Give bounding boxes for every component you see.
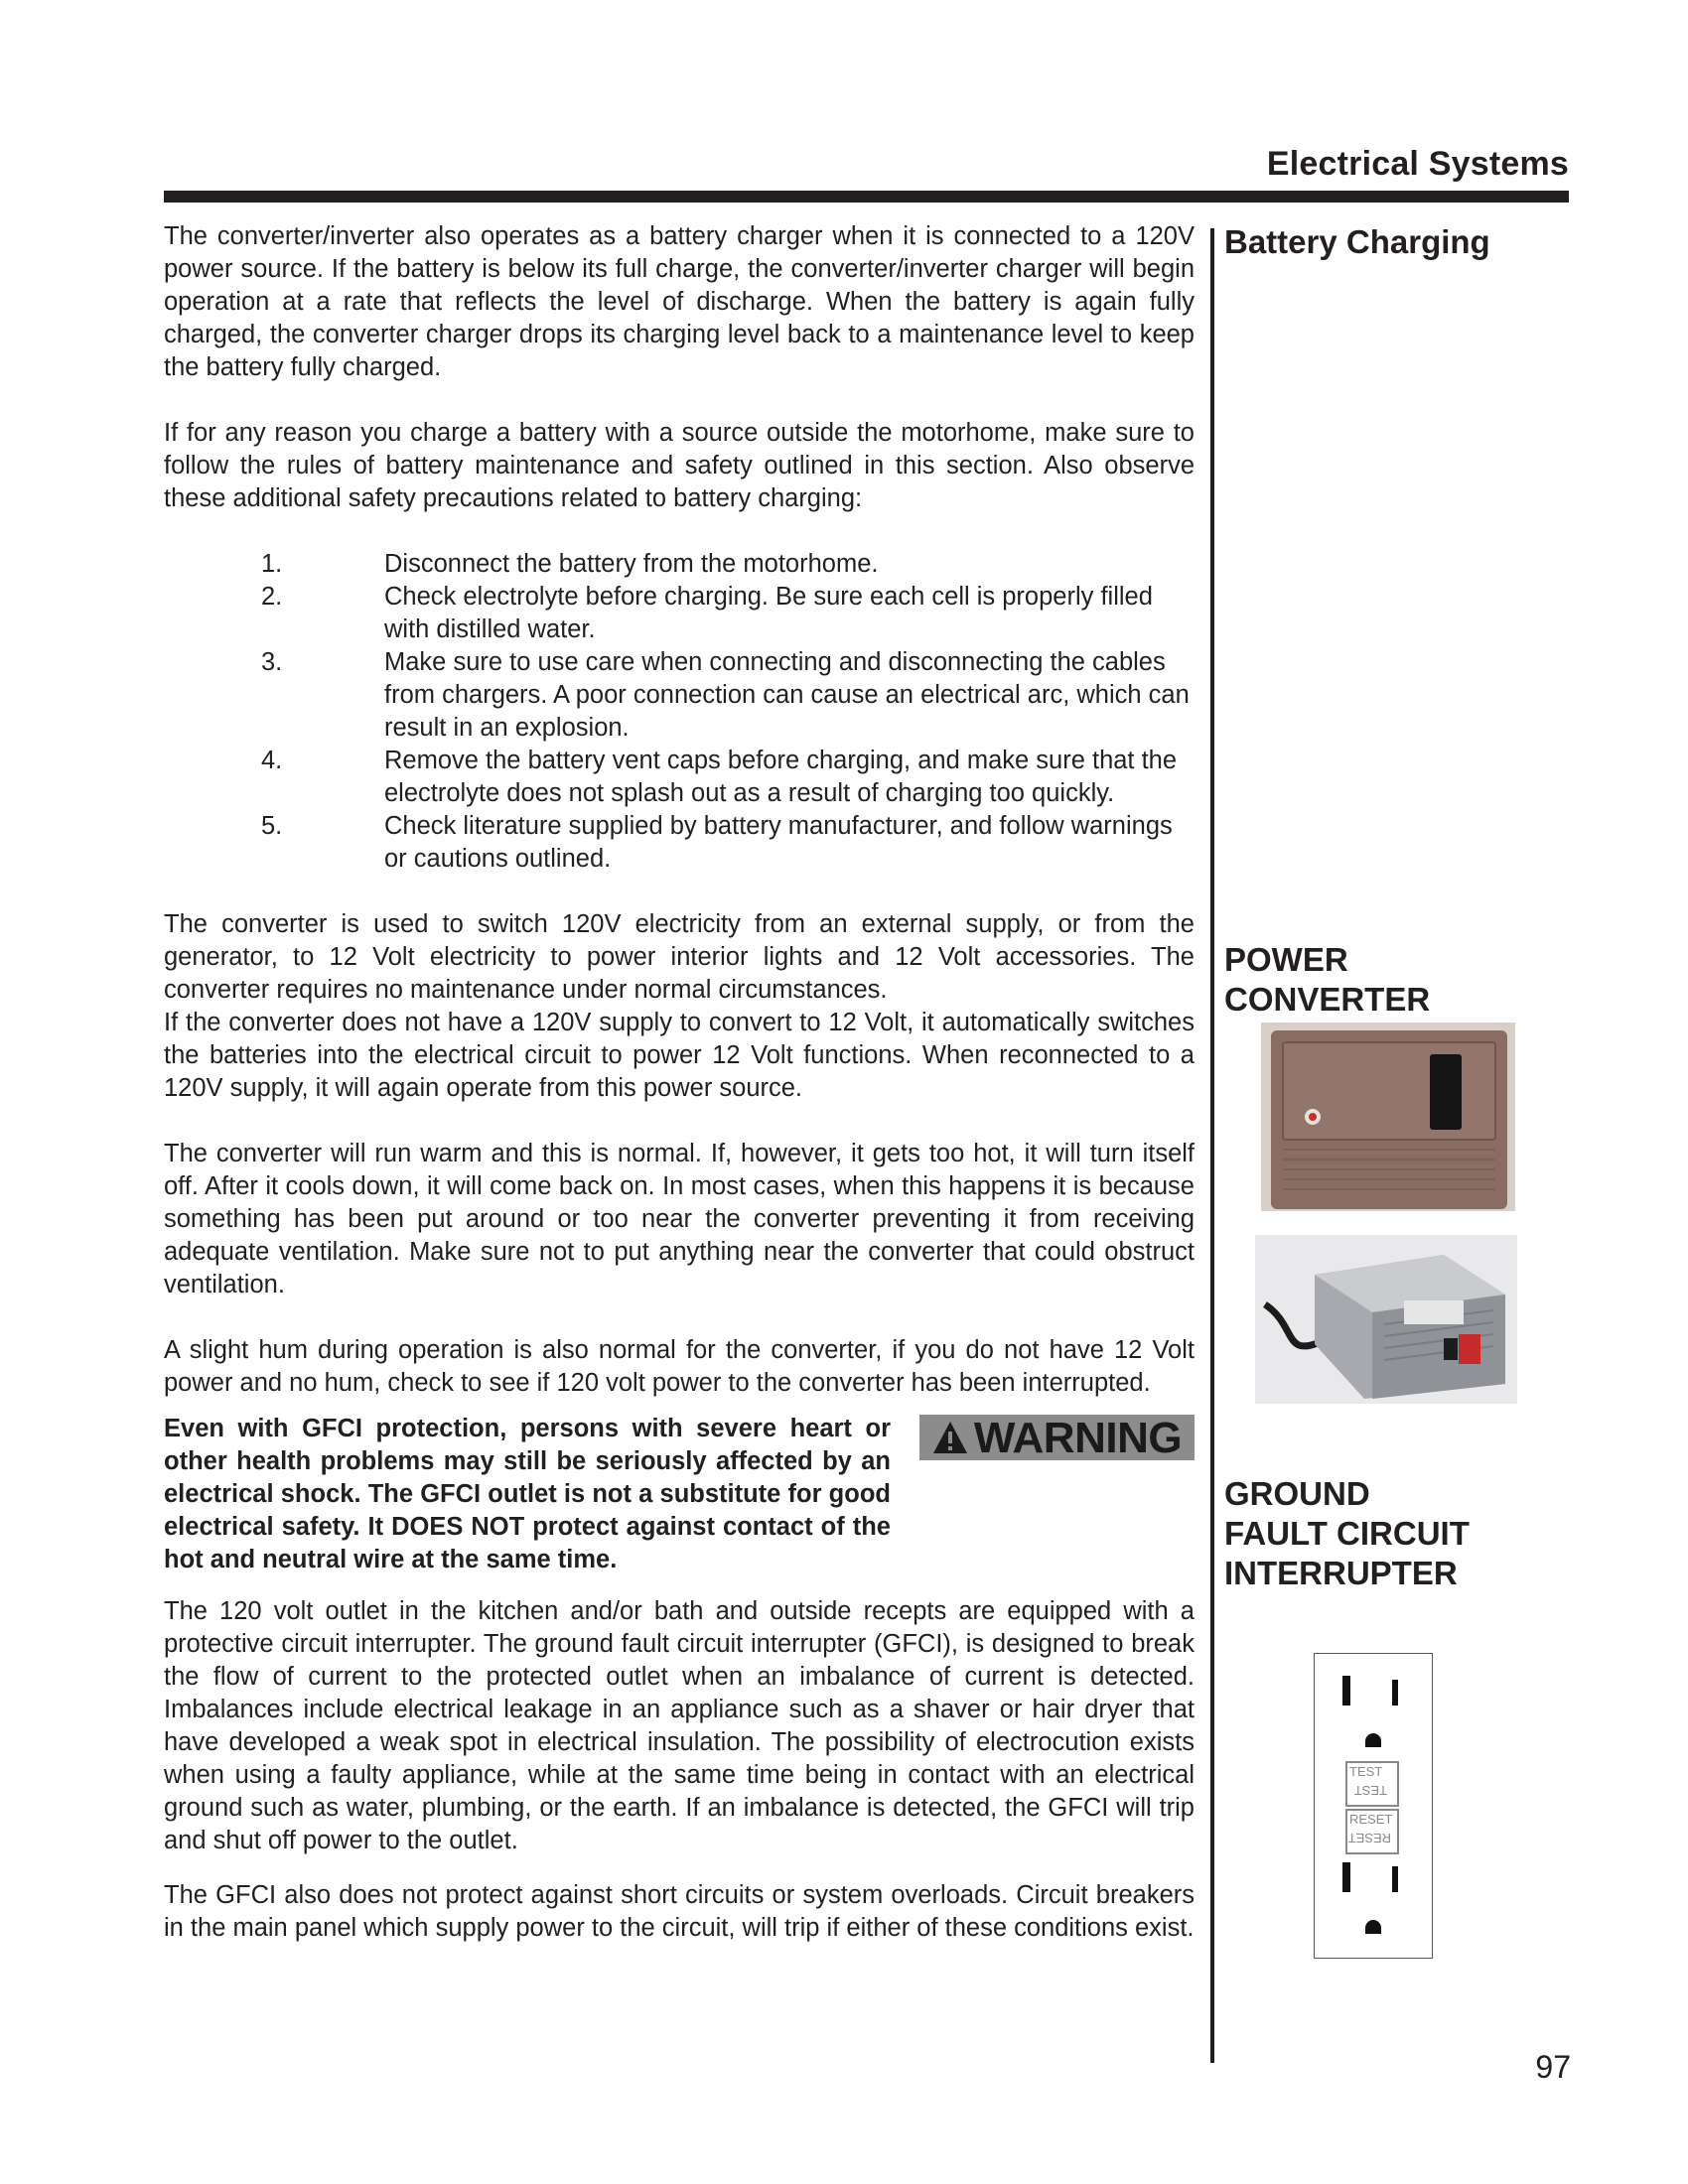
- main-column: [164, 220, 1195, 1945]
- gfci-heading: [1224, 1474, 1470, 1593]
- outlet-slot: [1342, 1676, 1350, 1706]
- list-text: Check literature supplied by battery manufacturer, and follow warnings or cautions outlined.: [384, 812, 1173, 873]
- list-item: [164, 646, 1195, 745]
- reset-label-inverted: RESET: [1347, 1831, 1391, 1845]
- precautions-list: [164, 548, 1195, 876]
- section-title: Electrical Systems: [1266, 145, 1569, 183]
- battery-charging-heading: Battery Charging: [1224, 223, 1490, 260]
- ground-hole: [1365, 1920, 1381, 1934]
- warning-block: [164, 1413, 1195, 1581]
- heading-line: INTERRUPTER: [1224, 1555, 1458, 1591]
- power-converter-heading: [1224, 940, 1430, 1020]
- reset-button: [1345, 1809, 1399, 1854]
- list-item: [164, 548, 1195, 581]
- paragraph: The 120 volt outlet in the kitchen and/or bath and outside recepts are equipped with a protective circuit interrupter. The ground fault circuit interrupter (GFCI), is designed to break the flow of current to the protected outlet when an imbalance of current is detected. Imbalances include electrical leakage in an appliance such as a shaver or hair dryer that have developed a weak spot in electrical insulation. The possibility of electrocution exists when using a faulty appliance, while at the same time being in contact with an electrical ground such as water, plumbing, or the earth. If an imbalance is detected, the GFCI will trip and shut off power to the outlet.: [164, 1597, 1195, 1854]
- power-converter-photo: [1261, 1023, 1515, 1211]
- list-text: Check electrolyte before charging. Be sure each cell is properly filled with distilled water.: [384, 583, 1153, 643]
- gfci-outlet-diagram: [1314, 1653, 1433, 1959]
- paragraph: The converter is used to switch 120V electricity from an external supply, or from the generator, to 12 Volt electricity to power interior lights and 12 Volt accessories. The converter requires no maintenance under normal circumstances.: [164, 910, 1195, 1004]
- heading-line: FAULT CIRCUIT: [1224, 1515, 1470, 1552]
- warning-label: WARNING: [973, 1413, 1183, 1462]
- test-button: [1345, 1761, 1399, 1807]
- outlet-slot: [1392, 1866, 1398, 1892]
- list-item: [164, 745, 1195, 810]
- paragraph: The GFCI also does not protect against short circuits or system overloads. Circuit breakers in the main panel which supply power to the circuit, will trip if either of these conditions exist.: [164, 1881, 1195, 1942]
- warning-badge: [919, 1415, 1195, 1460]
- column-divider: [1210, 228, 1214, 2063]
- warning-triangle-icon: [932, 1421, 968, 1454]
- page-number: 97: [1535, 2049, 1571, 2085]
- list-text: Make sure to use care when connecting and disconnecting the cables from chargers. A poor connection can cause an electrical arc, which can result in an explosion.: [384, 648, 1190, 742]
- outlet-slot: [1342, 1862, 1350, 1892]
- reset-label: RESET: [1349, 1812, 1393, 1827]
- list-number: 1.: [261, 550, 283, 578]
- paragraph: The converter/inverter also operates as a battery charger when it is connected to a 120V power source. If the battery is below its full charge, the converter/inverter charger will begin operation at a rate that reflects the level of discharge. When the battery is again fully charged, the converter charger drops its charging level back to a maintenance level to keep the battery fully charged.: [164, 222, 1195, 381]
- test-label: TEST: [1349, 1764, 1383, 1779]
- paragraph: The converter will run warm and this is normal. If, however, it gets too hot, it will turn itself off. After it cools down, it will come back on. In most cases, when this happens it is because something has been put around or too near the converter preventing it from receiving adequate ventilation. Make sure not to put anything near the converter that could obstruct ventilation.: [164, 1140, 1195, 1298]
- list-item: [164, 581, 1195, 646]
- paragraph: If the converter does not have a 120V supply to convert to 12 Volt, it automatically switches the batteries into the electrical circuit to power 12 Volt functions. When reconnected to a 120V supply, it will again operate from this power source.: [164, 1009, 1195, 1102]
- paragraph: A slight hum during operation is also normal for the converter, if you do not have 12 Volt power and no hum, check to see if 120 volt power to the converter has been interrupted.: [164, 1336, 1195, 1397]
- list-number: 3.: [261, 648, 283, 676]
- outlet-slot: [1392, 1680, 1398, 1706]
- list-text: Disconnect the battery from the motorhome.: [384, 550, 879, 578]
- ground-hole: [1365, 1733, 1381, 1747]
- warning-text: Even with GFCI protection, persons with severe heart or other health problems may still be seriously affected by an electrical shock. The GFCI outlet is not a substitute for good electrical safety. It DOES NOT protect against contact of the hot and neutral wire at the same time.: [164, 1415, 891, 1573]
- heading-line: CONVERTER: [1224, 981, 1431, 1018]
- list-number: 4.: [261, 747, 283, 774]
- test-label-inverted: TEST: [1353, 1783, 1387, 1798]
- list-item: [164, 810, 1195, 876]
- converter-unit-photo: [1255, 1235, 1517, 1404]
- paragraph: If for any reason you charge a battery with a source outside the motorhome, make sure to follow the rules of battery maintenance and safety outlined in this section. Also observe these additional safety precautions related to battery charging:: [164, 419, 1195, 512]
- heading-line: POWER: [1224, 941, 1348, 978]
- list-text: Remove the battery vent caps before charging, and make sure that the electrolyte does not splash out as a result of charging too quickly.: [384, 747, 1178, 807]
- list-number: 5.: [261, 812, 283, 840]
- list-number: 2.: [261, 583, 283, 611]
- header-rule: [164, 191, 1569, 203]
- heading-line: GROUND: [1224, 1475, 1370, 1512]
